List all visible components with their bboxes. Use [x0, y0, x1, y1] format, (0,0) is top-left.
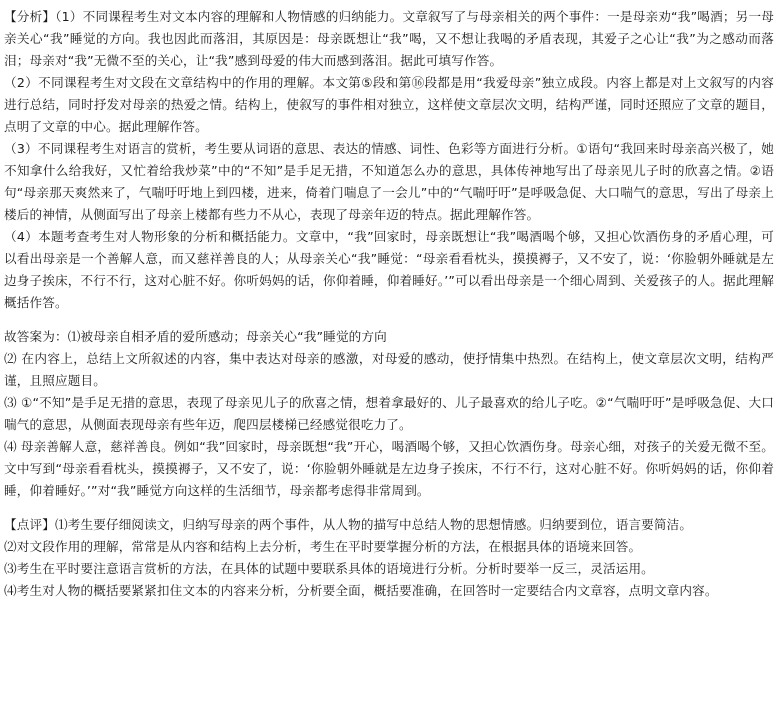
answer-paragraph-4: ⑷ 母亲善解人意，慈祥善良。例如“我”回家时，母亲既想“我”开心，喝酒喝个够，又担心饮酒伤身。母亲心细，对孩子的关爱无微不至。文中写到“母亲看看枕头，摸摸褥子，又不安了，说：‘你脸朝外睡就是左边身子挨床，不行不行，这对心脏不好。你听妈妈的话，你仰着睡，仰着睡好。’”对“我”睡觉方向这样的生活细节，母亲都考虑得非常周到。 — [4, 439, 774, 498]
analysis-paragraph-4: （4）本题考查考生对人物形象的分析和概括能力。文章中，“我”回家时，母亲既想让“我”喝酒喝个够，又担心饮酒伤身的矛盾心理，可以看出母亲是一个善解人意，而又慈祥善良的人；从母亲关心“我”睡觉：“母亲看看枕头，摸摸褥子，又不安了，说：‘你脸朝外睡就是左边身子挨床，不行不行，这对心脏不好。你听妈妈的话，你仰着睡，仰着睡好。’”可以看出母亲是一个细心周到、关爱孩子的人。据此理解概括作答。 — [4, 229, 774, 310]
answer-paragraph-3: ⑶ ①“不知”是手足无措的意思，表现了母亲见儿子的欣喜之情，想着拿最好的、儿子最喜欢的给儿子吃。②“气喘吁吁”是呼吸急促、大口喘气的意思，从侧面表现母亲有些年迈，爬四层楼梯已经感觉很吃力了。 — [4, 395, 774, 432]
analysis-paragraph-3: （3）不同课程考生对语言的赏析，考生要从词语的意思、表达的情感、词性、色彩等方面进行分析。①语句“我回来时母亲高兴极了，她不知拿什么给我好，又忙着给我炒菜”中的“不知”是手足无措，不知道怎么办的意思，具体传神地写出了母亲见儿子时的欣喜之情。②语句“母亲那天爽然来了，气喘吁吁地上到四楼，进来，倚着门喘息了一会儿”中的“气喘吁吁”是呼吸急促、大口喘气的意思，写出了母亲上楼后的神情，从侧面写出了母亲上楼都有些力不从心，表现了母亲年迈的特点。据此理解作答。 — [4, 141, 774, 222]
comment-paragraph-4: ⑷考生对人物的概括要紧紧扣住文本的内容来分析，分析要全面，概括要准确，在回答时一定要结合内文章容，点明文章内容。 — [4, 583, 718, 598]
comment-paragraph-3: ⑶考生在平时要注意语言赏析的方法，在具体的试题中要联系具体的语境进行分析。分析时要举一反三，灵活运用。 — [4, 561, 654, 576]
analysis-paragraph-2: （2）不同课程考生对文段在文章结构中的作用的理解。本文第⑤段和第⑯段都是用“我爱母亲”独立成段。内容上都是对上文叙写的内容进行总结，同时抒发对母亲的热爱之情。结构上，使叙写的事件相对独立，这样使文章层次文明，结构严谨，同时还照应了文章的题目，点明了文章的中心。据此理解作答。 — [4, 75, 774, 134]
section-gap — [4, 314, 774, 326]
answer-paragraph-1: 故答案为：⑴被母亲自相矛盾的爱所感动；母亲关心“我”睡觉的方向 — [4, 329, 387, 344]
section-gap — [4, 502, 774, 514]
comment-paragraph-2: ⑵对文段作用的理解，常常是从内容和结构上去分析，考生在平时要掌握分析的方法，在根据具体的语境来回答。 — [4, 539, 642, 554]
answer-paragraph-2: ⑵ 在内容上，总结上文所叙述的内容，集中表达对母亲的感激，对母爱的感动，使抒情集中热烈。在结构上，使文章层次文明，结构严谨，且照应题目。 — [4, 351, 774, 388]
analysis-paragraph-1: 【分析】（1）不同课程考生对文本内容的理解和人物情感的归纳能力。文章叙写了与母亲相关的两个事件：一是母亲劝“我”喝酒；另一母亲关心“我”睡觉的方向。我也因此而落泪，其原因是：母亲既想让“我”喝，又不想让我喝的矛盾表现，其爱子之心让“我”为之感动而落泪；母亲对“我”无微不至的关心，让“我”感到母爱的伟大而感到落泪。据此可填写作答。 — [4, 9, 774, 68]
comment-paragraph-1: 【点评】⑴考生要仔细阅读文，归纳写母亲的两个事件，从人物的描写中总结人物的思想情感。归纳要到位，语言要简洁。 — [4, 517, 693, 532]
